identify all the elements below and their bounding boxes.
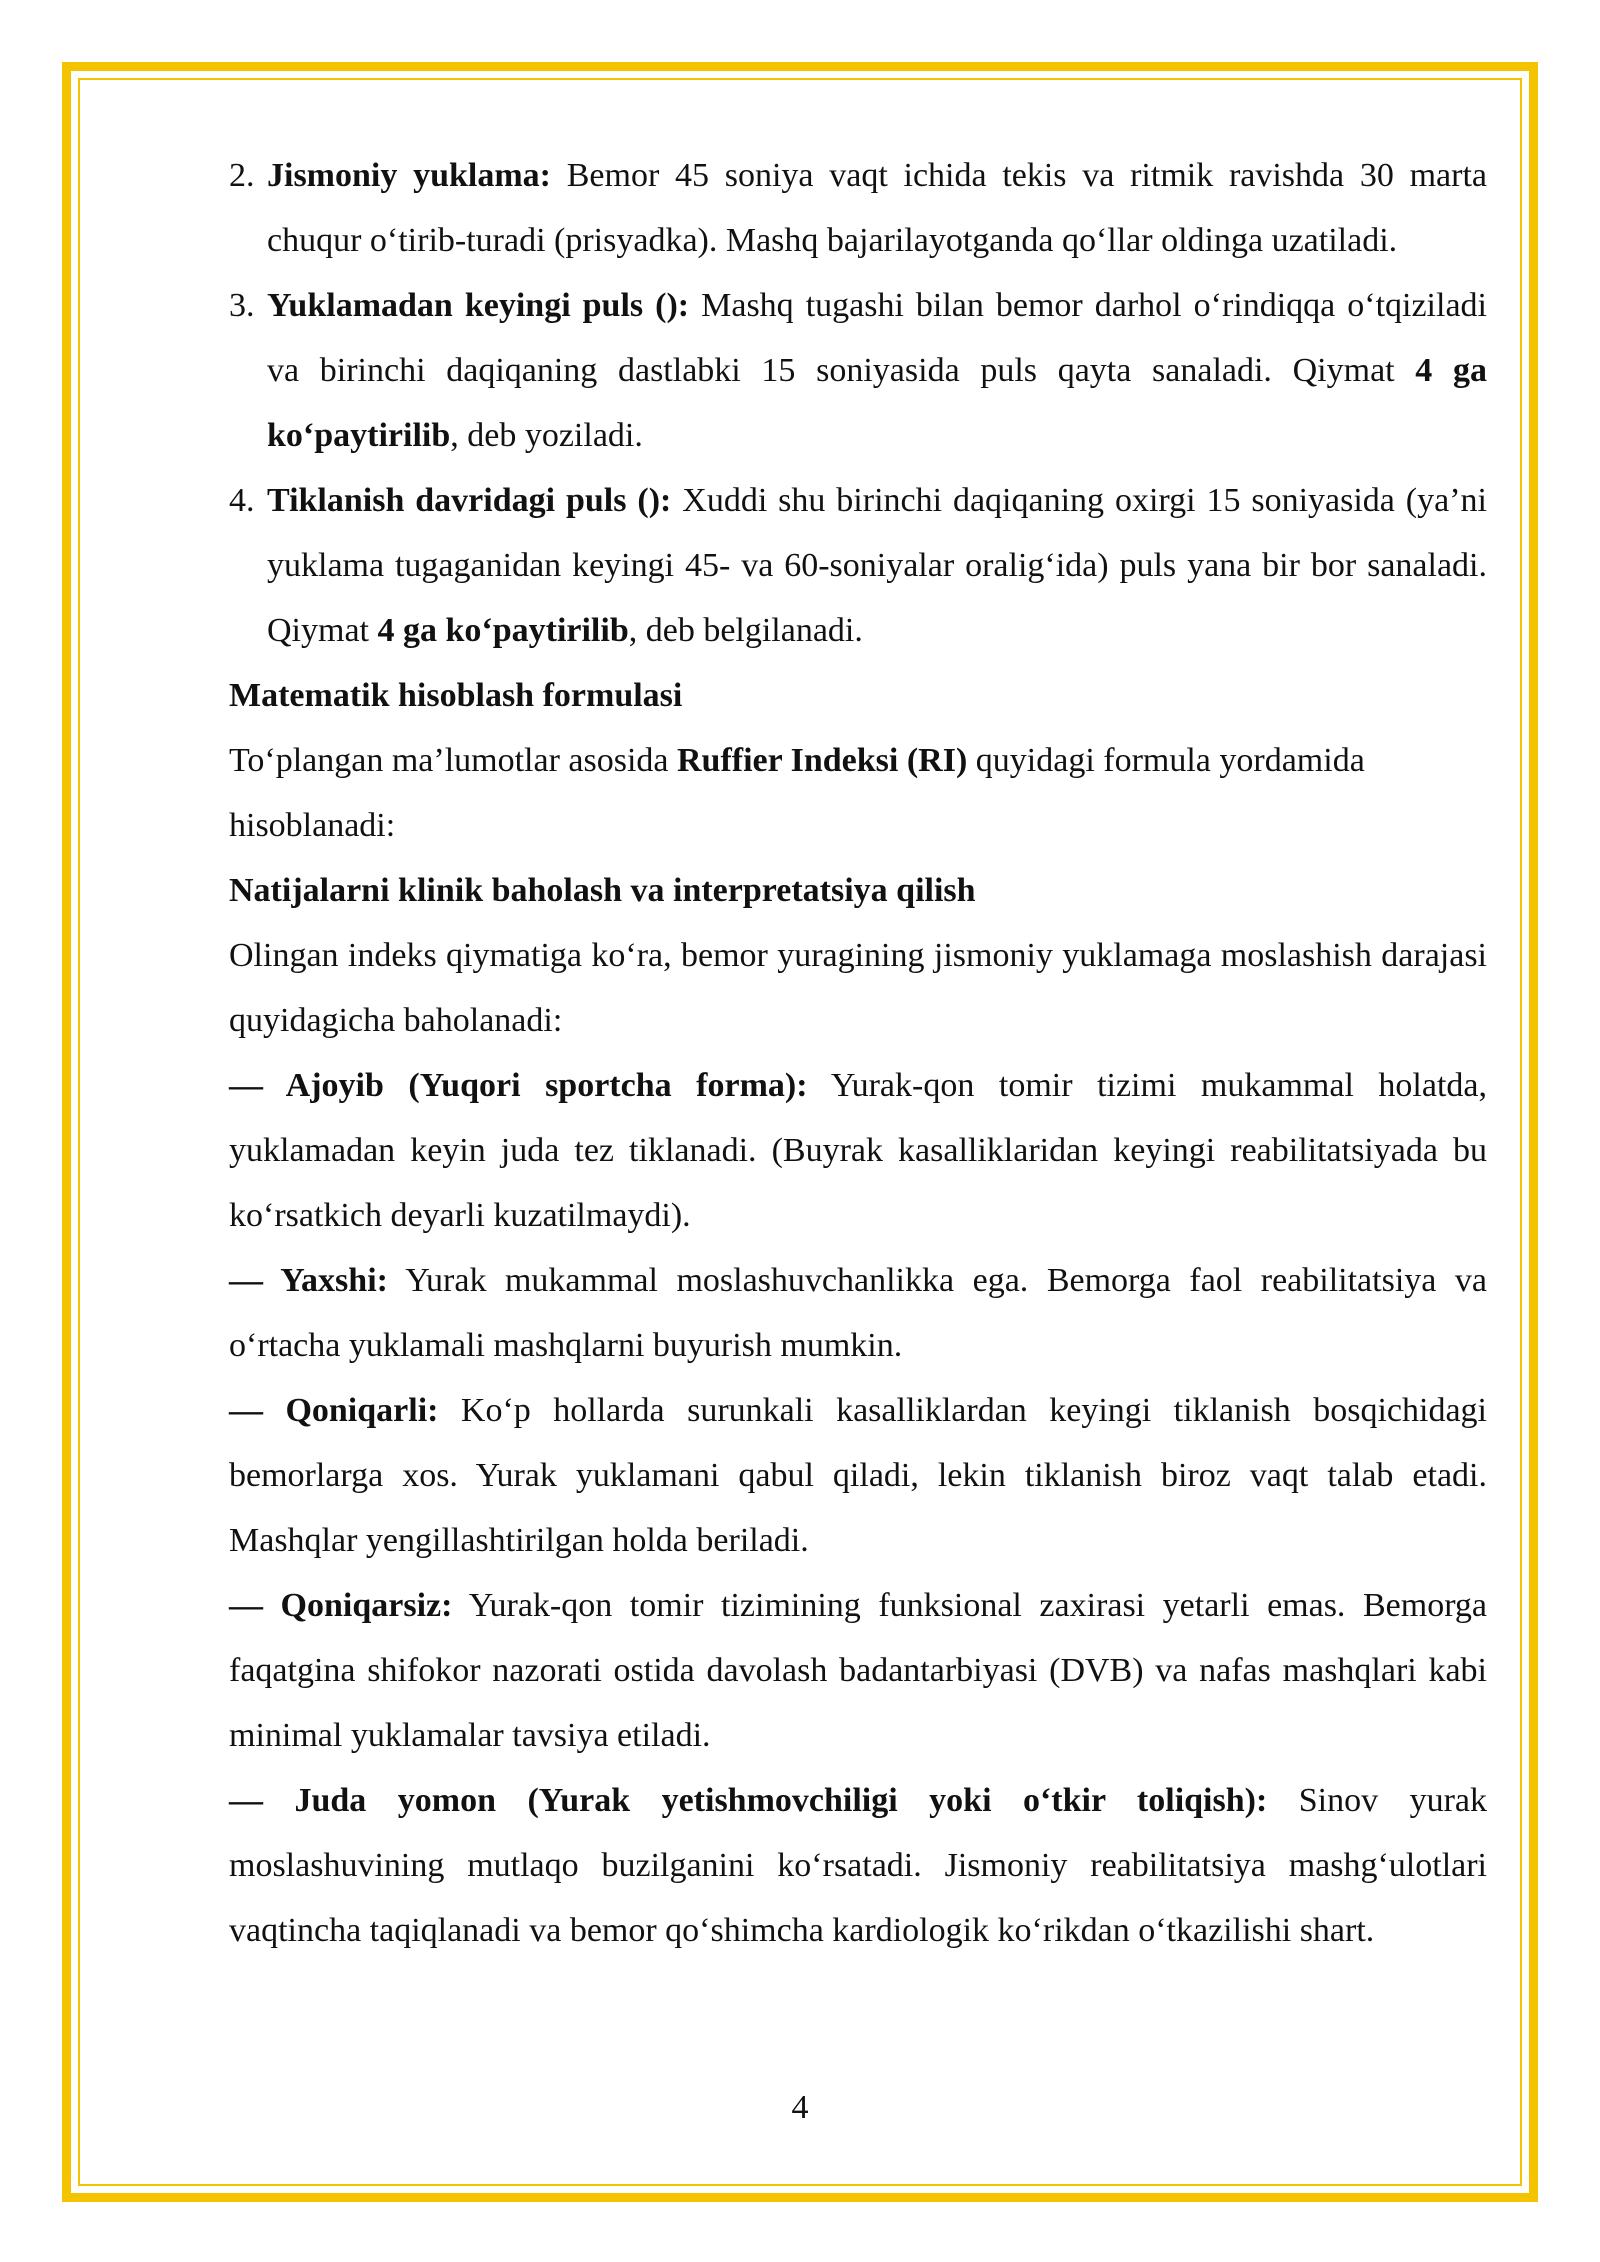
formula-heading: Matematik hisoblash formulasi — [229, 677, 683, 714]
list-item-text-end: , deb yoziladi. — [450, 417, 643, 454]
level-excellent — [229, 1053, 1487, 1248]
level-text: Sinov yurak moslashuvining mutlaqo buzilganini ko‘rsatadi. Jismoniy reabilitatsiya mashg‘ulotlari vaqtincha taqiqlanadi va bemor qo‘shimcha kardiologik ko‘rikdan o‘tkazilishi shart. — [229, 1782, 1487, 1949]
ruffier-index-term: Ruffier Indeksi (RI) — [677, 742, 968, 779]
list-number: 4. — [229, 482, 255, 519]
level-text: Yurak mukammal moslashuvchanlikka ega. Bemorga faol reabilitatsiya va o‘rtacha yuklamali mashqlarni buyurish mumkin. — [229, 1262, 1487, 1364]
level-good — [229, 1248, 1487, 1378]
list-item-emphasis: 4 ga ko‘paytirilib — [377, 612, 629, 649]
formula-text: To‘plangan ma’lumotlar asosida — [229, 742, 677, 779]
list-item-2 — [229, 143, 1487, 273]
page-content — [229, 143, 1487, 1963]
level-satisfactory — [229, 1378, 1487, 1573]
list-item-body — [267, 468, 1487, 663]
list-item-text: Xuddi shu birinchi daqiqaning oxirgi 15 soniyasida (ya’ni yuklama tugaganidan keyingi 45- va 60-soniyalar oralig‘ida) puls yana bir bor sanaladi. Qiymat — [267, 482, 1487, 649]
list-item-body — [267, 143, 1487, 273]
level-label: — Yaxshi: — [229, 1262, 388, 1299]
level-unsatisfactory — [229, 1573, 1487, 1768]
list-item-label: Jismoniy yuklama: — [267, 157, 551, 194]
level-text: Yurak-qon tomir tizimining funksional zaxirasi yetarli emas. Bemorga faqatgina shifokor nazorati ostida davolash badantarbiyasi (DVB) va nafas mashqlari kabi minimal yuklamalar tavsiya etiladi. — [229, 1587, 1487, 1754]
evaluation-intro: Olingan indeks qiymatiga ko‘ra, bemor yuragining jismoniy yuklamaga moslashish darajasi quyidagicha baholanadi: — [229, 937, 1487, 1039]
level-label: — Ajoyib (Yuqori sportcha forma): — [229, 1067, 808, 1104]
formula-paragraph — [229, 728, 1487, 858]
list-number: 2. — [229, 157, 255, 194]
list-item-emphasis: 4 ga ko‘paytirilib — [267, 352, 1487, 454]
level-text: Ko‘p hollarda surunkali kasalliklardan keyingi tiklanish bosqichidagi bemorlarga xos. Yurak yuklamani qabul qiladi, lekin tiklanish biroz vaqt talab etadi. Mashqlar yengillashtirilgan holda beriladi. — [229, 1392, 1487, 1559]
list-item-label: Yuklamadan keyingi puls (): — [267, 287, 690, 324]
list-item-body — [267, 273, 1487, 468]
level-label: — Qoniqarli: — [229, 1392, 439, 1429]
list-item-4 — [229, 468, 1487, 663]
list-item-text: Bemor 45 soniya vaqt ichida tekis va ritmik ravishda 30 marta chuqur o‘tirib-turadi (prisyadka). Mashq bajarilayotganda qo‘llar oldinga uzatiladi. — [267, 157, 1487, 259]
evaluation-heading: Natijalarni klinik baholash va interpretatsiya qilish — [229, 872, 976, 909]
formula-text-end: quyidagi formula yordamida hisoblanadi: — [229, 742, 1365, 844]
list-item-text: Mashq tugashi bilan bemor darhol o‘rindiqqa o‘tqiziladi va birinchi daqiqaning dastlabki 15 soniyasida puls qayta sanaladi. Qiymat — [267, 287, 1487, 389]
level-label: — Juda yomon (Yurak yetishmovchiligi yoki o‘tkir toliqish): — [229, 1782, 1268, 1819]
page-number: 4 — [791, 2089, 809, 2126]
list-item-text-end: , deb belgilanadi. — [628, 612, 863, 649]
list-item-3 — [229, 273, 1487, 468]
list-number: 3. — [229, 287, 255, 324]
level-very-bad — [229, 1768, 1487, 1963]
level-text: Yurak-qon tomir tizimi mukammal holatda, yuklamadan keyin juda tez tiklanadi. (Buyrak kasalliklaridan keyingi reabilitatsiyada bu ko‘rsatkich deyarli kuzatilmaydi). — [229, 1067, 1487, 1234]
list-item-label: Tiklanish davridagi puls (): — [267, 482, 672, 519]
level-label: — Qoniqarsiz: — [229, 1587, 453, 1624]
